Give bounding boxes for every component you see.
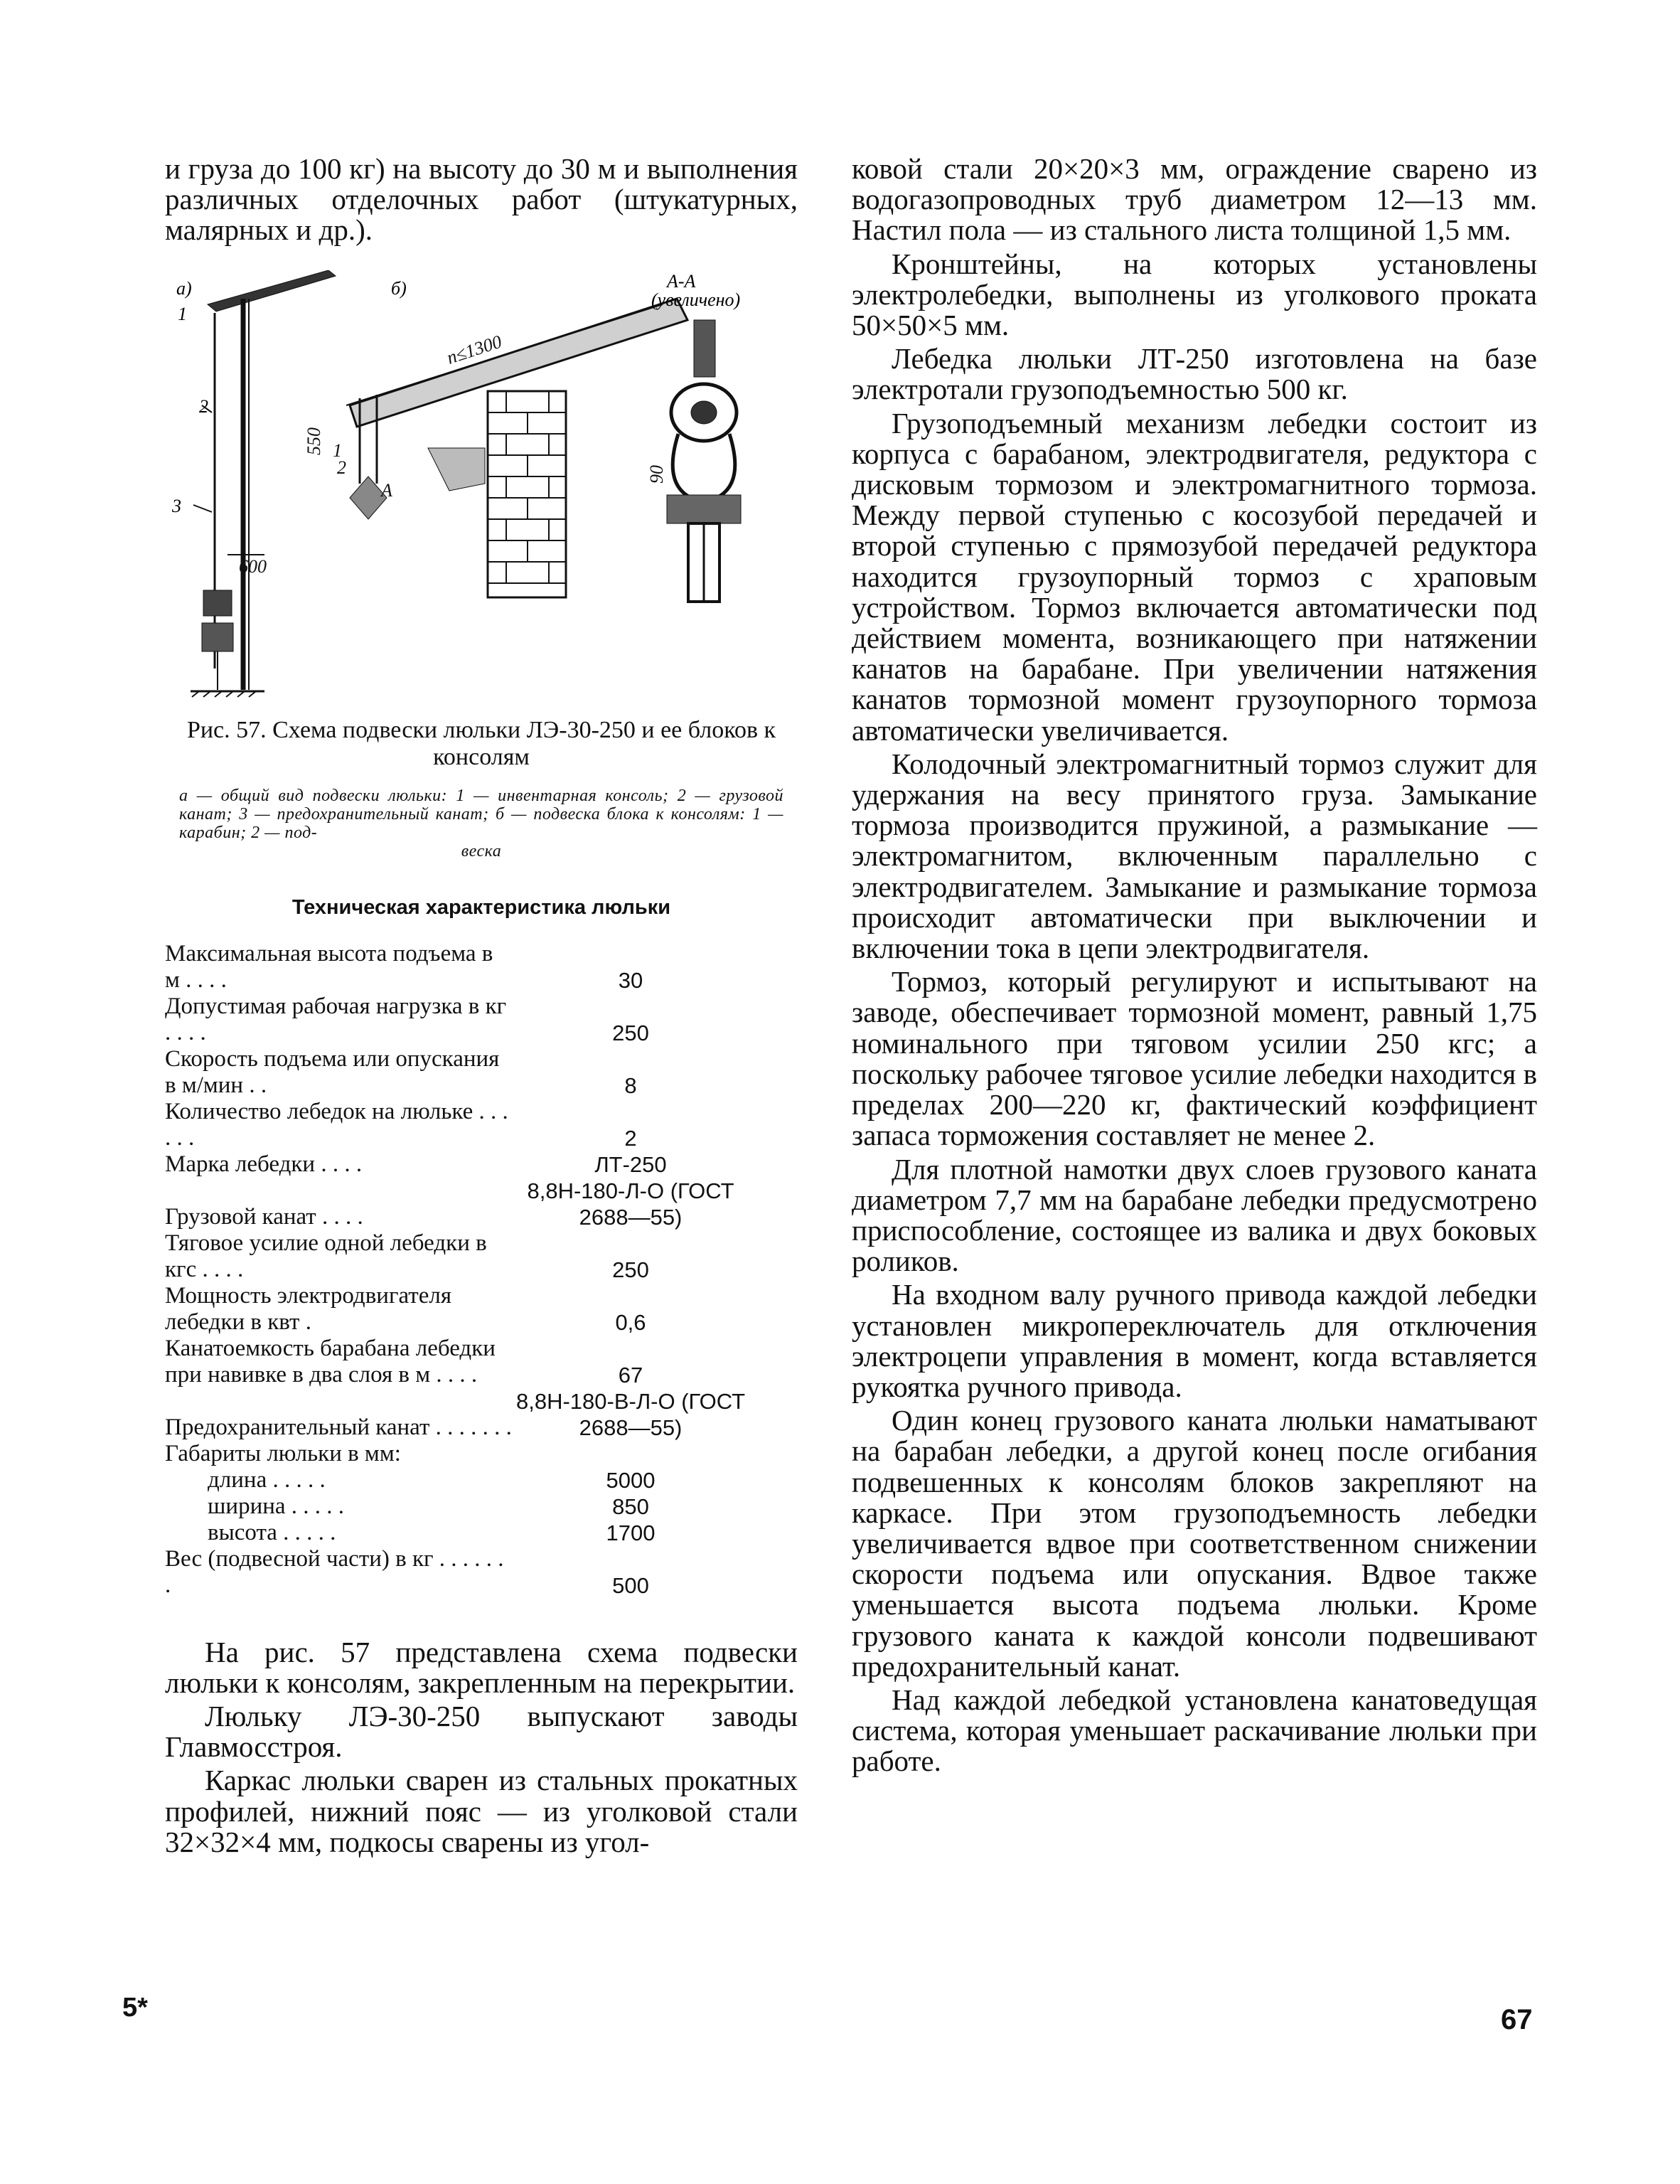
spec-label: Тяговое усилие одной лебедки в кгс . . . . [165, 1230, 487, 1282]
spec-label: Мощность электродвигателя лебедки в квт . [165, 1282, 452, 1335]
fig-dim-90: 90 [646, 464, 667, 484]
page-number: 67 [1501, 2004, 1533, 2035]
spec-label: Габариты люльки в мм: [165, 1440, 401, 1466]
fig-label-section: А-А [667, 270, 696, 292]
spec-label: Марка лебедки . . . . [165, 1151, 363, 1177]
paragraph-fig-reference: На рис. 57 представлена схема подвески люльки к консолям, закрепленным на перекрытии. [165, 1635, 798, 1699]
fig-label-a: а) [176, 277, 192, 299]
paragraph-manufacturer: Люльку ЛЭ-30-250 выпускают заводы Главмосстроя. [165, 1700, 798, 1764]
console-drawing [191, 270, 336, 697]
fig-dim-n: n≤1300 [444, 331, 505, 368]
spec-value: 8 [624, 1072, 637, 1098]
fig-dim-600: 600 [239, 555, 267, 577]
right-paragraph: Лебедка люльки ЛТ-250 изготовлена на базе электротали грузоподъемностью 500 кг. [852, 342, 1537, 406]
spec-row [165, 1151, 748, 1178]
left-top-paragraph: и груза до 100 кг) на высоту до 30 м и выполнения различных отделочных работ (штукатурных, малярных и др.). [165, 152, 798, 247]
right-paragraph: Для плотной намотки двух слоев грузового каната диаметром 7,7 мм на барабане лебедки предусмотрено приспособление, состоящее из валика и двух боковых роликов. [852, 1152, 1537, 1278]
spec-row [165, 1441, 748, 1467]
spec-value: ЛТ-250 [594, 1151, 667, 1177]
spec-row [165, 1467, 748, 1493]
spec-value: 250 [612, 1257, 649, 1282]
fig-label-a-3: 3 [172, 495, 181, 516]
spec-value: 2 [624, 1125, 637, 1151]
right-paragraph: Кронштейны, на которых установлены электролебедки, выполнены из уголкового проката 50×50×5 мм. [852, 247, 1537, 342]
spec-value: 67 [618, 1362, 643, 1387]
left-after-table [165, 1637, 798, 1858]
figure-caption-title: Рис. 57. Схема подвески люльки ЛЭ-30-250 и ее блоков к консолям [186, 716, 776, 770]
fig-label-b-2: 2 [337, 457, 346, 478]
spec-value: 500 [612, 1572, 649, 1598]
right-paragraph: Над каждой лебедкой установлена канатоведущая система, которая уменьшает раскачивание люльки при работе. [852, 1683, 1537, 1778]
spec-value: 5000 [606, 1467, 656, 1493]
spec-row [165, 1388, 748, 1441]
spec-row [165, 1520, 748, 1546]
fig-label-a-1: 1 [178, 303, 187, 324]
spec-title: Техническая характеристика люльки [291, 895, 671, 919]
spec-value: 30 [618, 967, 643, 993]
spec-label: Максимальная высота подъема в м . . . . [165, 940, 493, 993]
figure-caption-legend-text: а — общий вид подвески люльки: 1 — инвентарная консоль; 2 — грузовой канат; 3 — предохранительный канат; б — подвеска блока к консолям: 1 — карабин; 2 — под- [179, 786, 783, 842]
fig-label-b-1: 1 [333, 440, 342, 461]
spec-row [165, 1230, 748, 1283]
right-paragraph: Колодочный электромагнитный тормоз служит для удержания на весу принятого груза. Замыкание тормоза производится пружиной, а размыкание — электромагнитом, включенным параллельно с электродвигателем. Замыкание и размыкание тормоза происходит автоматически при выключении и включении тока в цепи электродвигателя. [852, 747, 1537, 965]
spec-value: 250 [612, 1020, 649, 1045]
right-paragraph: На входном валу ручного привода каждой лебедки установлен микропереключатель для отключения электроцепи управления в момент, когда вставляется рукоятка ручного привода. [852, 1278, 1537, 1403]
spec-label: Канатоемкость барабана лебедки при навивке в два слоя в м . . . . [165, 1335, 496, 1387]
spec-label: Предохранительный канат . . . . . . . [165, 1414, 512, 1440]
spec-value [513, 1441, 748, 1467]
spec-label: Вес (подвесной части) в кг . . . . . . . [165, 1545, 504, 1598]
right-paragraph: ковой стали 20×20×3 мм, ограждение сварено из водогазопроводных труб диаметром 12—13 мм. Настил пола — из стального листа толщиной 1,5 мм. [852, 152, 1537, 247]
figure-57 [165, 270, 798, 861]
spec-row [165, 941, 748, 994]
spec-row [165, 1178, 748, 1230]
block-suspension-drawing [304, 299, 687, 597]
fig-label-enlarged: (увеличено) [651, 289, 741, 310]
spec-value: 850 [612, 1493, 649, 1519]
spec-value: 1700 [606, 1520, 656, 1545]
fig-label-a-2: 2 [199, 395, 208, 417]
right-paragraph: Грузоподъемный механизм лебедки состоит из корпуса с барабаном, электродвигателя, редуктора с дисковым тормозом и электромагнитного тормоза. Между первой ступенью с косозубой передачей и второй ступенью с прямозубой передачей редуктора находится грузоупорный тормоз с храповым устройством. Тормоз включается автоматически под действием момента, возникающего при натяжении канатов на барабане. При увеличении натяжения канатов тормозной момент грузоупорного тормоза автоматически увеличивается. [852, 406, 1537, 747]
spec-value: 0,6 [615, 1309, 646, 1335]
spec-value: 8,8Н-180-В-Л-О (ГОСТ 2688—55) [515, 1388, 746, 1440]
spec-label: Грузовой канат . . . . [165, 1203, 363, 1230]
spec-label: Допустимая рабочая нагрузка в кг . . . . [165, 993, 507, 1045]
section-aa-drawing [646, 320, 741, 602]
spec-row [165, 1493, 748, 1520]
left-column [165, 154, 798, 1858]
right-column [852, 154, 1537, 1777]
spec-value: 8,8Н-180-Л-О (ГОСТ 2688—55) [527, 1178, 734, 1230]
signature-mark: 5* [122, 1993, 148, 2023]
spec-row [165, 1336, 748, 1388]
fig-label-A: A [381, 479, 392, 501]
fig-dim-550: 550 [304, 427, 324, 455]
spec-table [165, 941, 748, 1599]
fig-label-b: б) [391, 277, 407, 299]
spec-row [165, 1099, 748, 1151]
spec-label: длина . . . . . [208, 1466, 326, 1493]
spec-label: Количество лебедок на люльке . . . . . . [165, 1098, 508, 1151]
figure-caption-legend-last: веска [461, 841, 502, 861]
paragraph-frame: Каркас люльки сварен из стальных прокатных профилей, нижний пояс — из уголковой стали 32×32×4 мм, подкосы сварены из угол- [165, 1764, 798, 1858]
right-paragraph: Один конец грузового каната люльки наматывают на барабан лебедки, а другой конец после огибания подвешенных к консолям блоков закрепляют на каркасе. При этом грузоподъемность лебедки увеличивается вдвое при соответственном снижении скорости подъема или опускания. Вдвое также уменьшается высота подъема люльки. Кроме грузового каната к каждой консоли подвешивают предохранительный канат. [852, 1404, 1537, 1683]
spec-row [165, 1283, 748, 1336]
spec-label: ширина . . . . . [208, 1493, 345, 1519]
spec-label: Скорость подъема или опускания в м/мин . . [165, 1045, 500, 1098]
spec-row [165, 1546, 748, 1599]
right-paragraph: Тормоз, который регулируют и испытывают на заводе, обеспечивает тормозной момент, равный 1,75 номинального при тяговом усилии 250 кгс; а поскольку рабочее тяговое усилие лебедки находится в пределах 200—220 кг, фактический коэффициент запаса торможения составляет не менее 2. [852, 965, 1537, 1152]
spec-row [165, 994, 748, 1046]
spec-label: высота . . . . . [208, 1519, 336, 1545]
figure-caption-legend [179, 787, 783, 861]
spec-row [165, 1046, 748, 1099]
